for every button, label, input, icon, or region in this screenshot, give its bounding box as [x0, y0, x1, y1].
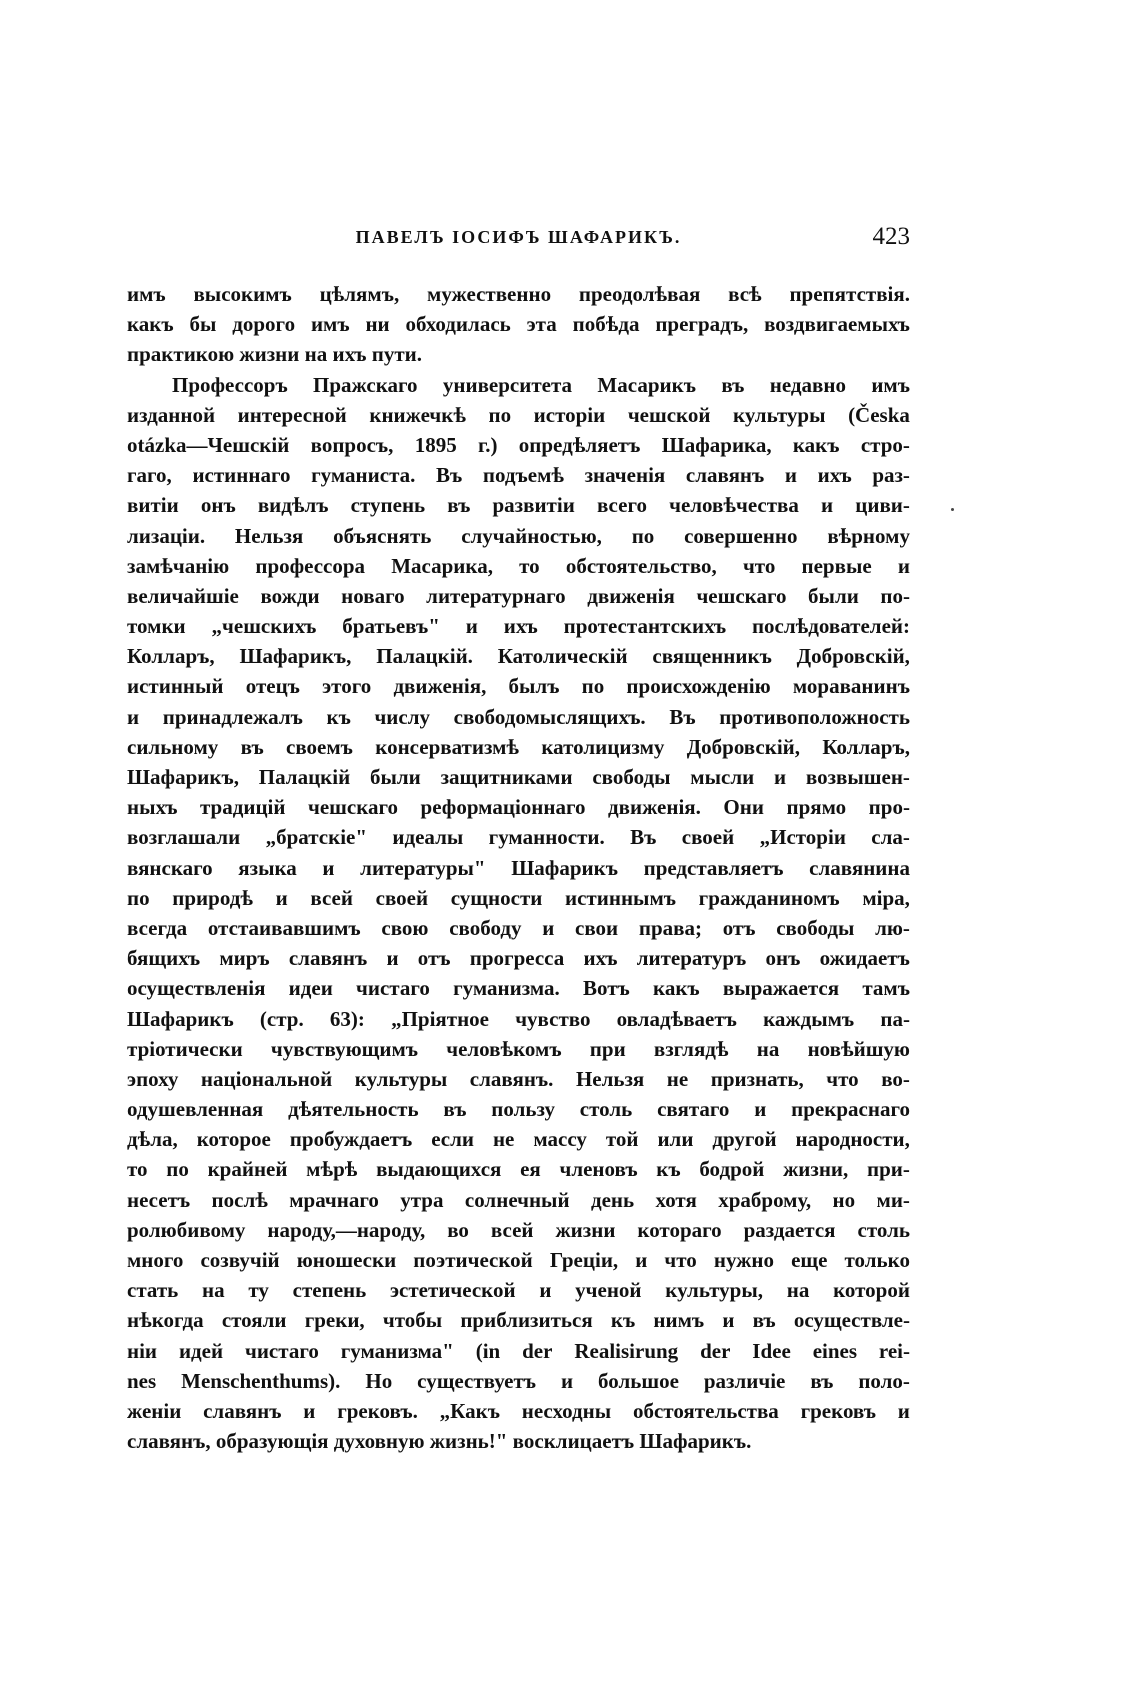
text-line: витіи онъ видѣлъ ступень въ развитіи всего человѣчества и циви- — [127, 493, 910, 518]
text-line: ныхъ традицій чешскаго реформаціоннаго движенія. Они прямо про- — [127, 795, 910, 820]
text-line: Шафарикъ (стр. 63): „Пріятное чувство овладѣваетъ каждымъ па- — [127, 1006, 910, 1031]
text-line: ніи идей чистаго гуманизма" (in der Realisirung der Idee eines rei- — [127, 1338, 910, 1363]
text-line: несетъ послѣ мрачнаго утра солнечный день хотя храброму, но ми- — [127, 1187, 910, 1212]
running-head: ПАВЕЛЪ ІОСИФЪ ШАФАРИКЪ. — [355, 227, 682, 247]
text-line: истинный отецъ этого движенія, былъ по происхожденію мораванинъ — [127, 674, 910, 699]
text-line: практикою жизни на ихъ пути. — [127, 342, 423, 367]
text-line: имъ высокимъ цѣлямъ, мужественно преодолѣвая всѣ препятствія. — [127, 282, 910, 306]
text-line: славянъ, образующія духовную жизнь!" восклицаетъ Шафарикъ. — [127, 1429, 752, 1454]
text-line: нѣкогда стояли греки, чтобы приблизиться къ нимъ и въ осуществле- — [127, 1308, 910, 1333]
text-line: Колларъ, Шафарикъ, Палацкій. Католическій священникъ Добровскій, — [127, 644, 910, 669]
text-line: гаго, истиннаго гуманиста. Въ подъемѣ значенія славянъ и ихъ раз- — [127, 463, 910, 488]
text-line: много созвучій юношески поэтической Греціи, и что нужно еще только — [127, 1248, 910, 1272]
text-line: томки „чешскихъ братьевъ" и ихъ протестантскихъ послѣдователей: — [127, 614, 910, 639]
text-line: otázka—Чешскій вопросъ, 1895 г.) опредѣляетъ Шафарика, какъ стро- — [127, 432, 910, 457]
text-line: изданной интересной книжечкѣ по исторіи чешской культуры (Česka — [127, 402, 910, 427]
text-line: тріотически чувствующимъ человѣкомъ при взглядѣ на новѣйшую — [127, 1036, 910, 1061]
text-line: по природѣ и всей своей сущности истиннымъ гражданиномъ міра, — [127, 885, 910, 910]
text-line: Профессоръ Пражскаго университета Масарикъ въ недавно имъ — [172, 372, 910, 397]
text-line: величайшіе вожди новаго литературнаго движенія чешскаго были по- — [127, 583, 910, 608]
text-line: возглашали „братскіе" идеалы гуманности. Въ своей „Исторіи сла- — [127, 825, 910, 850]
text-line: вянскаго языка и литературы" Шафарикъ представляетъ славянина — [127, 855, 910, 880]
text-line: стать на ту степень эстетической и ученой культуры, на которой — [127, 1278, 910, 1303]
text-line: то по крайней мѣрѣ выдающихся ея членовъ къ бодрой жизни, при- — [127, 1157, 910, 1182]
print-speck — [951, 508, 954, 511]
text-line: сильному въ своемъ консерватизмѣ католицизму Добровскій, Колларъ, — [127, 734, 910, 759]
text-line: дѣла, которое пробуждаетъ если не массу той или другой народности, — [127, 1127, 910, 1152]
text-line: всегда отстаивавшимъ свою свободу и свои права; отъ свободы лю- — [127, 915, 910, 940]
text-line: бящихъ миръ славянъ и отъ прогресса ихъ литературъ онъ ожидаетъ — [127, 946, 910, 971]
text-line: лизаціи. Нельзя объяснять случайностью, по совершенно вѣрному — [127, 523, 910, 548]
page-header — [127, 222, 910, 262]
text-line: замѣчанію профессора Масарика, то обстоятельство, что первые и — [127, 553, 910, 578]
text-line: женіи славянъ и грековъ. „Какъ несходны обстоятельства грековъ и — [127, 1398, 910, 1423]
text-line: nes Menschenthums). Но существуетъ и большое различіе въ поло- — [127, 1368, 910, 1393]
text-line: одушевленная дѣятельность въ пользу столь святаго и прекраснаго — [127, 1097, 910, 1122]
text-line: эпоху національной культуры славянъ. Нельзя не признать, что во- — [127, 1066, 910, 1091]
text-line: ролюбивому народу,—народу, во всей жизни котораго раздается столь — [127, 1217, 910, 1242]
text-line: Шафарикъ, Палацкій были защитниками свободы мысли и возвышен- — [127, 765, 910, 789]
text-line: осуществленія идеи чистаго гуманизма. Вотъ какъ выражается тамъ — [127, 976, 910, 1001]
text-line: какъ бы дорого имъ ни обходилась эта побѣда преградъ, воздвигаемыхъ — [127, 312, 910, 337]
body-text — [127, 279, 910, 1456]
text-line: и принадлежалъ къ числу свободомыслящихъ. Въ противоположность — [127, 704, 910, 729]
page-number: 423 — [872, 223, 910, 250]
